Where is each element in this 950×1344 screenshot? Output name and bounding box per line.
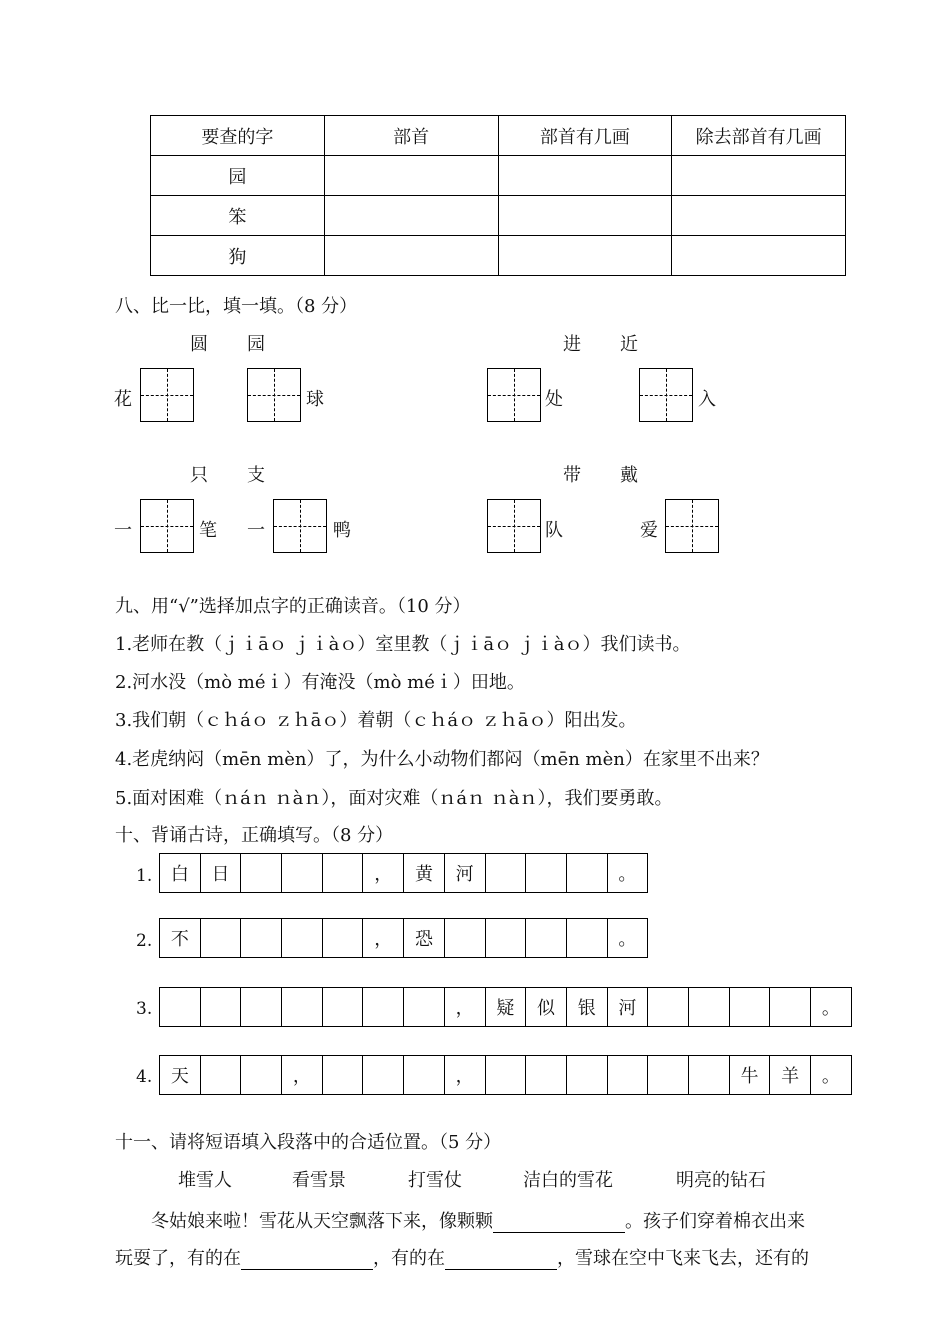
poem-line-number: 2. bbox=[136, 931, 153, 951]
poem-line-number: 3. bbox=[136, 999, 153, 1019]
word-part: 入 bbox=[698, 389, 716, 410]
word-part: 笔 bbox=[199, 520, 217, 541]
poem-cell-blank[interactable] bbox=[403, 1055, 445, 1095]
poem-cell-blank[interactable] bbox=[729, 987, 771, 1027]
table-header-cell: 部首有几画 bbox=[498, 116, 672, 156]
poem-cell-blank[interactable] bbox=[485, 918, 527, 958]
paragraph-text: 玩耍了，有的在 bbox=[115, 1248, 241, 1269]
poem-cell-blank[interactable] bbox=[525, 1055, 567, 1095]
poem-cell-blank[interactable] bbox=[200, 1055, 242, 1095]
fill-blank[interactable] bbox=[241, 1249, 373, 1270]
table-header-row bbox=[151, 116, 846, 156]
tianzige-box[interactable] bbox=[639, 368, 693, 422]
poem-cell-filled: ， bbox=[281, 1055, 323, 1095]
poem-cell-filled: 。 bbox=[810, 1055, 852, 1095]
compare-char: 园 bbox=[247, 334, 265, 355]
tianzige-box[interactable] bbox=[665, 499, 719, 553]
fill-blank[interactable] bbox=[493, 1212, 625, 1233]
fill-blank[interactable] bbox=[445, 1249, 557, 1270]
poem-cell-blank[interactable] bbox=[362, 987, 404, 1027]
poem-cell-filled: 河 bbox=[444, 853, 486, 893]
poem-cell-filled: 恐 bbox=[403, 918, 445, 958]
poem-cell-filled: 白 bbox=[159, 853, 201, 893]
answer-cell[interactable] bbox=[324, 236, 498, 276]
word-part: 花 bbox=[114, 389, 132, 410]
poem-line-number: 4. bbox=[136, 1067, 153, 1087]
poem-cell-filled: 天 bbox=[159, 1055, 201, 1095]
poem-line-grid bbox=[159, 918, 648, 958]
poem-cell-blank[interactable] bbox=[647, 987, 689, 1027]
word-part: 队 bbox=[545, 520, 563, 541]
poem-cell-blank[interactable] bbox=[566, 853, 608, 893]
tianzige-box[interactable] bbox=[247, 368, 301, 422]
pronunciation-item: 5.面对困难（ｎáｎ ｎàｎ），面对灾难（ｎáｎ ｎàｎ），我们要勇敢。 bbox=[115, 788, 673, 809]
compare-char: 戴 bbox=[620, 465, 638, 486]
poem-cell-blank[interactable] bbox=[607, 1055, 649, 1095]
phrase-option: 明亮的钻石 bbox=[676, 1170, 766, 1191]
poem-cell-blank[interactable] bbox=[281, 853, 323, 893]
poem-cell-blank[interactable] bbox=[240, 987, 282, 1027]
poem-cell-filled: 河 bbox=[607, 987, 649, 1027]
poem-cell-filled: 。 bbox=[607, 918, 649, 958]
poem-cell-blank[interactable] bbox=[566, 1055, 608, 1095]
poem-cell-blank[interactable] bbox=[485, 1055, 527, 1095]
poem-cell-blank[interactable] bbox=[281, 918, 323, 958]
poem-cell-filled: 不 bbox=[159, 918, 201, 958]
poem-cell-blank[interactable] bbox=[688, 1055, 730, 1095]
word-part: 一 bbox=[247, 520, 265, 541]
poem-cell-blank[interactable] bbox=[485, 853, 527, 893]
poem-cell-blank[interactable] bbox=[444, 918, 486, 958]
answer-cell[interactable] bbox=[498, 156, 672, 196]
poem-cell-blank[interactable] bbox=[769, 987, 811, 1027]
table-header-cell: 要查的字 bbox=[151, 116, 325, 156]
paragraph-text: 冬姑娘来啦！雪花从天空飘落下来，像颗颗 bbox=[151, 1211, 493, 1232]
pronunciation-item: 1.老师在教（ｊｉāｏ ｊｉàｏ）室里教（ｊｉāｏ ｊｉàｏ）我们读书。 bbox=[115, 634, 691, 655]
compare-char: 进 bbox=[563, 334, 581, 355]
poem-cell-filled: ， bbox=[362, 853, 404, 893]
word-part: 球 bbox=[306, 389, 324, 410]
compare-char: 支 bbox=[247, 465, 265, 486]
poem-cell-blank[interactable] bbox=[322, 1055, 364, 1095]
tianzige-box[interactable] bbox=[487, 368, 541, 422]
poem-cell-filled: 黄 bbox=[403, 853, 445, 893]
answer-cell[interactable] bbox=[672, 236, 846, 276]
paragraph-text: ，雪球在空中飞来飞去，还有的 bbox=[557, 1248, 809, 1269]
tianzige-box[interactable] bbox=[140, 368, 194, 422]
phrase-option: 堆雪人 bbox=[178, 1170, 232, 1191]
word-part: 爱 bbox=[640, 520, 658, 541]
poem-cell-filled: 羊 bbox=[769, 1055, 811, 1095]
phrase-option: 洁白的雪花 bbox=[523, 1170, 613, 1191]
poem-cell-blank[interactable] bbox=[322, 987, 364, 1027]
word-part: 一 bbox=[114, 520, 132, 541]
poem-cell-filled: 似 bbox=[525, 987, 567, 1027]
paragraph-line bbox=[115, 1244, 809, 1270]
poem-cell-blank[interactable] bbox=[688, 987, 730, 1027]
pronunciation-item: 3.我们朝（ｃｈáｏ ｚｈāｏ）着朝（ｃｈáｏ ｚｈāｏ）阳出发。 bbox=[115, 710, 637, 731]
phrase-option: 打雪仗 bbox=[408, 1170, 462, 1191]
poem-cell-blank[interactable] bbox=[322, 853, 364, 893]
poem-cell-blank[interactable] bbox=[647, 1055, 689, 1095]
tianzige-box[interactable] bbox=[487, 499, 541, 553]
table-char-cell: 笨 bbox=[151, 196, 325, 236]
poem-line-number: 1. bbox=[136, 866, 153, 886]
phrase-option: 看雪景 bbox=[292, 1170, 346, 1191]
poem-line-grid bbox=[159, 853, 648, 893]
poem-cell-filled: 。 bbox=[607, 853, 649, 893]
answer-cell[interactable] bbox=[498, 196, 672, 236]
answer-cell[interactable] bbox=[672, 156, 846, 196]
section-10-title: 十、背诵古诗，正确填写。（8 分） bbox=[115, 825, 394, 846]
word-part: 鸭 bbox=[333, 520, 351, 541]
section-11-title: 十一、请将短语填入段落中的合适位置。（5 分） bbox=[115, 1132, 502, 1153]
paragraph-text: 。孩子们穿着棉衣出来 bbox=[625, 1211, 805, 1232]
poem-cell-filled: 疑 bbox=[485, 987, 527, 1027]
word-part: 处 bbox=[545, 389, 563, 410]
table-row bbox=[151, 236, 846, 276]
poem-cell-blank[interactable] bbox=[525, 918, 567, 958]
poem-cell-blank[interactable] bbox=[281, 987, 323, 1027]
poem-cell-filled: 日 bbox=[200, 853, 242, 893]
poem-cell-blank[interactable] bbox=[159, 987, 201, 1027]
poem-cell-filled: 银 bbox=[566, 987, 608, 1027]
paragraph-text: ，有的在 bbox=[373, 1248, 445, 1269]
poem-cell-blank[interactable] bbox=[240, 1055, 282, 1095]
compare-char: 带 bbox=[563, 465, 581, 486]
compare-char: 圆 bbox=[190, 334, 208, 355]
poem-cell-blank[interactable] bbox=[566, 918, 608, 958]
poem-cell-filled: ， bbox=[362, 918, 404, 958]
answer-cell[interactable] bbox=[324, 156, 498, 196]
table-row bbox=[151, 156, 846, 196]
poem-cell-filled: ， bbox=[444, 987, 486, 1027]
poem-cell-blank[interactable] bbox=[240, 853, 282, 893]
poem-cell-blank[interactable] bbox=[200, 918, 242, 958]
table-header-cell: 除去部首有几画 bbox=[672, 116, 846, 156]
compare-char: 近 bbox=[620, 334, 638, 355]
poem-cell-blank[interactable] bbox=[525, 853, 567, 893]
table-char-cell: 园 bbox=[151, 156, 325, 196]
poem-cell-filled: 牛 bbox=[729, 1055, 771, 1095]
answer-cell[interactable] bbox=[498, 236, 672, 276]
compare-char: 只 bbox=[190, 465, 208, 486]
paragraph-line bbox=[151, 1207, 805, 1233]
tianzige-box[interactable] bbox=[273, 499, 327, 553]
poem-line-grid bbox=[159, 1055, 852, 1095]
poem-cell-filled: ， bbox=[444, 1055, 486, 1095]
poem-cell-blank[interactable] bbox=[240, 918, 282, 958]
answer-cell[interactable] bbox=[324, 196, 498, 236]
section-8-title: 八、比一比，填一填。（8 分） bbox=[115, 296, 358, 317]
pronunciation-item: 2.河水没（mò méｉ）有淹没（mò méｉ）田地。 bbox=[115, 672, 525, 693]
table-char-cell: 狗 bbox=[151, 236, 325, 276]
radical-lookup-table bbox=[150, 115, 846, 276]
poem-cell-filled: 。 bbox=[810, 987, 852, 1027]
section-9-title: 九、用“√”选择加点字的正确读音。（10 分） bbox=[115, 596, 471, 617]
poem-cell-blank[interactable] bbox=[322, 918, 364, 958]
pronunciation-item: 4.老虎纳闷（mēn mèn）了，为什么小动物们都闷（mēn mèn）在家里不出来？ bbox=[115, 749, 769, 770]
poem-cell-blank[interactable] bbox=[200, 987, 242, 1027]
tianzige-box[interactable] bbox=[140, 499, 194, 553]
table-row bbox=[151, 196, 846, 236]
answer-cell[interactable] bbox=[672, 196, 846, 236]
poem-line-grid bbox=[159, 987, 852, 1027]
poem-cell-blank[interactable] bbox=[362, 1055, 404, 1095]
table-header-cell: 部首 bbox=[324, 116, 498, 156]
poem-cell-blank[interactable] bbox=[403, 987, 445, 1027]
